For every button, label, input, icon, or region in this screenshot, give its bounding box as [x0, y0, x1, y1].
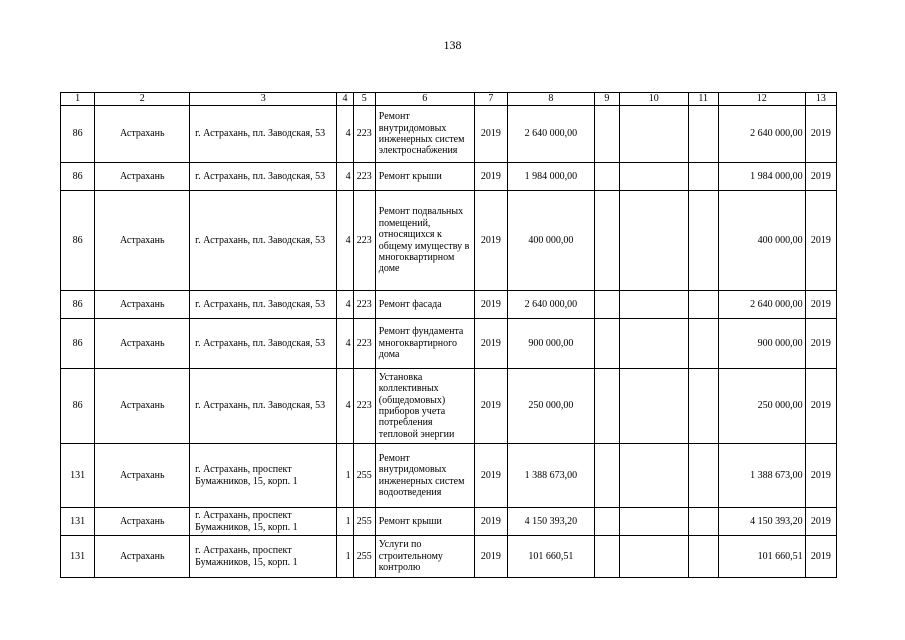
- work-type-cell: Ремонт внутридомовых инженерных систем электроснабжения: [375, 106, 474, 163]
- table-body: [61, 93, 837, 578]
- apartments-count-cell: 223: [353, 163, 375, 191]
- table-row: [61, 369, 837, 444]
- total-cost-cell: 2 640 000,00: [507, 106, 594, 163]
- table-row: [61, 319, 837, 369]
- row-number-cell: 86: [61, 106, 95, 163]
- table-row: [61, 163, 837, 191]
- address-cell: г. Астрахань, пл. Заводская, 53: [190, 291, 337, 319]
- funding-col11-cell: [688, 444, 718, 508]
- work-type-cell: Услуги по строительному контролю: [375, 536, 474, 578]
- apartments-count-cell: 223: [353, 106, 375, 163]
- address-cell: г. Астрахань, проспект Бумажников, 15, корп. 1: [190, 536, 337, 578]
- owner-funds-cell: 400 000,00: [718, 191, 805, 291]
- funding-col10-cell: [619, 319, 688, 369]
- column-header: 9: [594, 93, 619, 106]
- municipality-cell: Астрахань: [95, 191, 190, 291]
- completion-year-cell: 2019: [805, 106, 836, 163]
- funding-col10-cell: [619, 536, 688, 578]
- funding-col9-cell: [594, 291, 619, 319]
- apartments-count-cell: 223: [353, 191, 375, 291]
- row-number-cell: 86: [61, 319, 95, 369]
- funding-col9-cell: [594, 536, 619, 578]
- year-cell: 2019: [474, 508, 507, 536]
- funding-col10-cell: [619, 106, 688, 163]
- row-number-cell: 86: [61, 163, 95, 191]
- municipality-cell: Астрахань: [95, 444, 190, 508]
- year-cell: 2019: [474, 444, 507, 508]
- row-number-cell: 131: [61, 536, 95, 578]
- column-header: 7: [474, 93, 507, 106]
- address-cell: г. Астрахань, пл. Заводская, 53: [190, 191, 337, 291]
- funding-col11-cell: [688, 319, 718, 369]
- address-cell: г. Астрахань, пл. Заводская, 53: [190, 163, 337, 191]
- funding-col10-cell: [619, 191, 688, 291]
- capital-repair-table: [60, 92, 837, 578]
- building-count-cell: 4: [337, 106, 353, 163]
- row-number-cell: 86: [61, 369, 95, 444]
- total-cost-cell: 101 660,51: [507, 536, 594, 578]
- work-type-cell: Ремонт фасада: [375, 291, 474, 319]
- apartments-count-cell: 255: [353, 536, 375, 578]
- year-cell: 2019: [474, 369, 507, 444]
- municipality-cell: Астрахань: [95, 319, 190, 369]
- year-cell: 2019: [474, 291, 507, 319]
- address-cell: г. Астрахань, пл. Заводская, 53: [190, 106, 337, 163]
- column-header: 13: [805, 93, 836, 106]
- work-type-cell: Ремонт крыши: [375, 163, 474, 191]
- owner-funds-cell: 101 660,51: [718, 536, 805, 578]
- address-cell: г. Астрахань, пл. Заводская, 53: [190, 369, 337, 444]
- year-cell: 2019: [474, 191, 507, 291]
- funding-col11-cell: [688, 369, 718, 444]
- funding-col9-cell: [594, 508, 619, 536]
- funding-col9-cell: [594, 106, 619, 163]
- year-cell: 2019: [474, 536, 507, 578]
- funding-col10-cell: [619, 163, 688, 191]
- building-count-cell: 4: [337, 319, 353, 369]
- funding-col10-cell: [619, 369, 688, 444]
- completion-year-cell: 2019: [805, 291, 836, 319]
- column-header: 8: [507, 93, 594, 106]
- page-number: 138: [443, 38, 462, 52]
- funding-col10-cell: [619, 291, 688, 319]
- address-cell: г. Астрахань, пл. Заводская, 53: [190, 319, 337, 369]
- building-count-cell: 1: [337, 444, 353, 508]
- completion-year-cell: 2019: [805, 508, 836, 536]
- column-number-row: [61, 93, 837, 106]
- funding-col11-cell: [688, 163, 718, 191]
- apartments-count-cell: 223: [353, 369, 375, 444]
- municipality-cell: Астрахань: [95, 536, 190, 578]
- funding-col9-cell: [594, 369, 619, 444]
- funding-col11-cell: [688, 291, 718, 319]
- work-type-cell: Установка коллективных (общедомовых) приборов учета потребления тепловой энергии: [375, 369, 474, 444]
- total-cost-cell: 400 000,00: [507, 191, 594, 291]
- owner-funds-cell: 900 000,00: [718, 319, 805, 369]
- funding-col11-cell: [688, 508, 718, 536]
- completion-year-cell: 2019: [805, 191, 836, 291]
- funding-col11-cell: [688, 536, 718, 578]
- owner-funds-cell: 2 640 000,00: [718, 106, 805, 163]
- apartments-count-cell: 255: [353, 444, 375, 508]
- column-header: 3: [190, 93, 337, 106]
- funding-col9-cell: [594, 163, 619, 191]
- address-cell: г. Астрахань, проспект Бумажников, 15, корп. 1: [190, 508, 337, 536]
- work-type-cell: Ремонт крыши: [375, 508, 474, 536]
- funding-col10-cell: [619, 508, 688, 536]
- table-row: [61, 444, 837, 508]
- apartments-count-cell: 223: [353, 319, 375, 369]
- owner-funds-cell: 1 388 673,00: [718, 444, 805, 508]
- work-type-cell: Ремонт внутридомовых инженерных систем водоотведения: [375, 444, 474, 508]
- total-cost-cell: 2 640 000,00: [507, 291, 594, 319]
- table-row: [61, 191, 837, 291]
- work-type-cell: Ремонт фундамента многоквартирного дома: [375, 319, 474, 369]
- table-row: [61, 106, 837, 163]
- funding-col11-cell: [688, 191, 718, 291]
- work-type-cell: Ремонт подвальных помещений, относящихся к общему имуществу в многоквартирном доме: [375, 191, 474, 291]
- completion-year-cell: 2019: [805, 163, 836, 191]
- apartments-count-cell: 223: [353, 291, 375, 319]
- row-number-cell: 86: [61, 191, 95, 291]
- total-cost-cell: 250 000,00: [507, 369, 594, 444]
- funding-col11-cell: [688, 106, 718, 163]
- address-cell: г. Астрахань, проспект Бумажников, 15, корп. 1: [190, 444, 337, 508]
- column-header: 12: [718, 93, 805, 106]
- year-cell: 2019: [474, 163, 507, 191]
- year-cell: 2019: [474, 106, 507, 163]
- table-row: [61, 508, 837, 536]
- column-header: 4: [337, 93, 353, 106]
- building-count-cell: 4: [337, 191, 353, 291]
- column-header: 10: [619, 93, 688, 106]
- funding-col10-cell: [619, 444, 688, 508]
- row-number-cell: 131: [61, 444, 95, 508]
- building-count-cell: 4: [337, 291, 353, 319]
- column-header: 5: [353, 93, 375, 106]
- total-cost-cell: 1 388 673,00: [507, 444, 594, 508]
- row-number-cell: 86: [61, 291, 95, 319]
- row-number-cell: 131: [61, 508, 95, 536]
- column-header: 1: [61, 93, 95, 106]
- municipality-cell: Астрахань: [95, 508, 190, 536]
- municipality-cell: Астрахань: [95, 291, 190, 319]
- owner-funds-cell: 1 984 000,00: [718, 163, 805, 191]
- apartments-count-cell: 255: [353, 508, 375, 536]
- completion-year-cell: 2019: [805, 444, 836, 508]
- column-header: 6: [375, 93, 474, 106]
- owner-funds-cell: 2 640 000,00: [718, 291, 805, 319]
- total-cost-cell: 1 984 000,00: [507, 163, 594, 191]
- building-count-cell: 1: [337, 536, 353, 578]
- building-count-cell: 4: [337, 369, 353, 444]
- funding-col9-cell: [594, 444, 619, 508]
- funding-col9-cell: [594, 319, 619, 369]
- municipality-cell: Астрахань: [95, 163, 190, 191]
- building-count-cell: 4: [337, 163, 353, 191]
- total-cost-cell: 4 150 393,20: [507, 508, 594, 536]
- municipality-cell: Астрахань: [95, 369, 190, 444]
- table-row: [61, 536, 837, 578]
- municipality-cell: Астрахань: [95, 106, 190, 163]
- completion-year-cell: 2019: [805, 536, 836, 578]
- funding-col9-cell: [594, 191, 619, 291]
- year-cell: 2019: [474, 319, 507, 369]
- owner-funds-cell: 250 000,00: [718, 369, 805, 444]
- total-cost-cell: 900 000,00: [507, 319, 594, 369]
- owner-funds-cell: 4 150 393,20: [718, 508, 805, 536]
- completion-year-cell: 2019: [805, 319, 836, 369]
- column-header: 11: [688, 93, 718, 106]
- column-header: 2: [95, 93, 190, 106]
- table-row: [61, 291, 837, 319]
- building-count-cell: 1: [337, 508, 353, 536]
- completion-year-cell: 2019: [805, 369, 836, 444]
